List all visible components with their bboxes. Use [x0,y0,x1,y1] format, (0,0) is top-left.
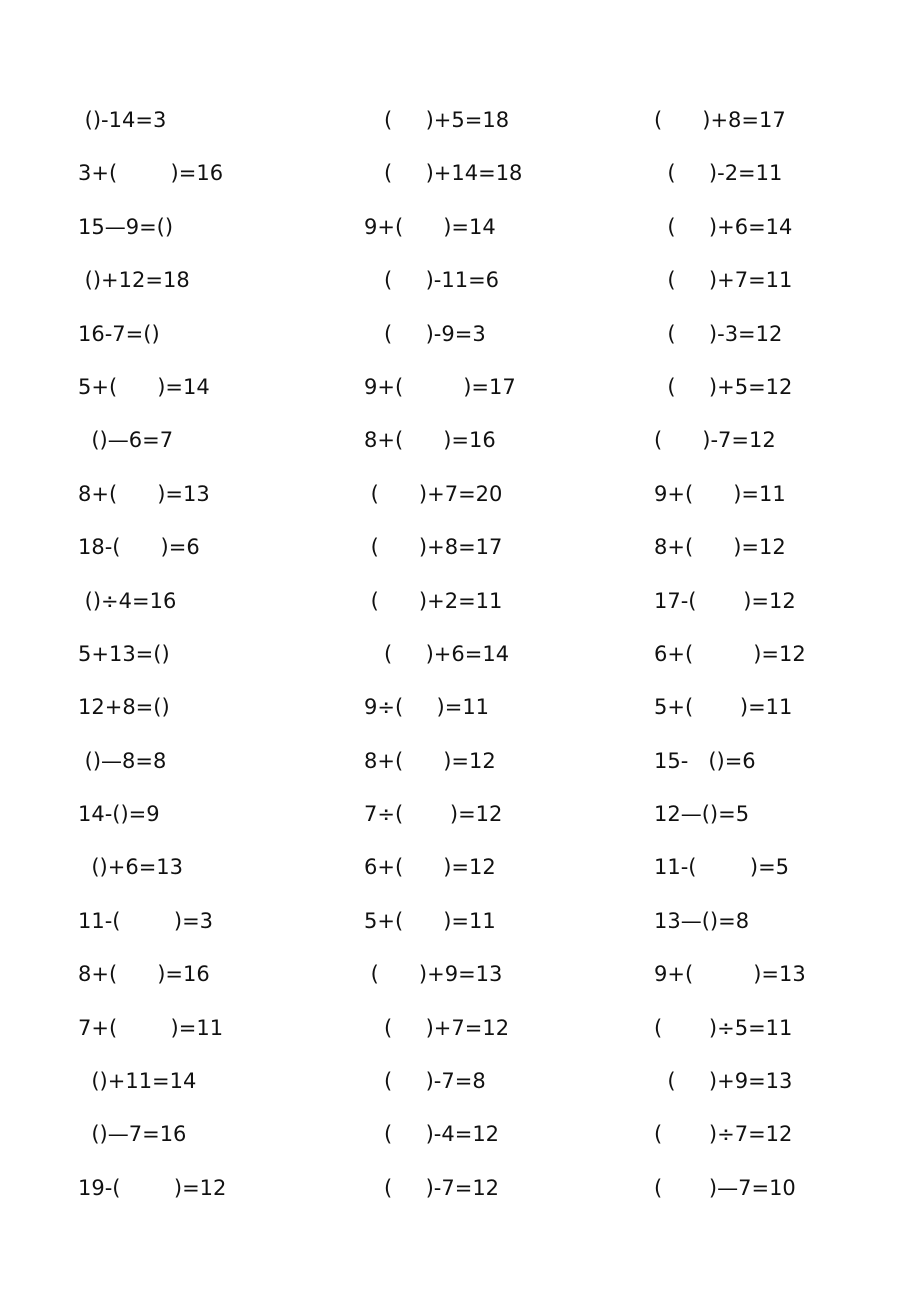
equation-row: ()÷4=16 [78,588,177,613]
equation-row: ( )÷5=11 [654,1015,793,1040]
equation-row: 17-( )=12 [654,588,796,613]
equation-row: 13—()=8 [654,908,750,933]
equation-row: 15- ()=6 [654,748,756,773]
equation-row: 3+( )=16 [78,161,224,186]
equation-row: 11-( )=5 [654,855,790,880]
equation-column-2 [364,106,624,1227]
equation-row: ( )-9=3 [364,321,486,346]
equation-row: ( )-7=12 [364,1175,500,1200]
equation-row: ()—8=8 [78,748,167,773]
equation-row: 6+( )=12 [364,855,496,880]
equation-row: 12+8=() [78,695,170,720]
equation-row: 9+( )=13 [654,962,806,987]
equation-row: 14-()=9 [78,802,160,827]
equation-column-3 [654,106,914,1227]
equation-row: ()+6=13 [78,855,184,880]
equation-row: ( )+6=14 [364,641,510,666]
equation-row: ( )-4=12 [364,1122,500,1147]
equation-row: ( )-7=12 [654,428,776,453]
equation-row: 8+( )=16 [364,428,496,453]
equation-row: 5+( )=11 [654,695,793,720]
equation-row: ( )+14=18 [364,161,523,186]
equation-column-1 [78,106,338,1227]
equation-row: ( )—7=10 [654,1175,796,1200]
equation-row: 8+( )=13 [78,481,210,506]
equation-row: 15—9=() [78,214,174,239]
equation-row: ( )+7=11 [654,268,793,293]
equation-row: 12—()=5 [654,802,750,827]
equation-row: ( )+5=12 [654,374,793,399]
equation-row: ()+11=14 [78,1069,197,1094]
equation-row: ( )+8=17 [364,535,503,560]
equation-row: 11-( )=3 [78,908,214,933]
equation-row: ( )-2=11 [654,161,783,186]
equation-row: 7÷( )=12 [364,802,503,827]
equation-row: 8+( )=16 [78,962,210,987]
equation-row: ( )-7=8 [364,1069,486,1094]
equation-row: ( )+8=17 [654,108,786,132]
equation-row: ( )+2=11 [364,588,503,613]
equation-row: 5+13=() [78,641,170,666]
equation-row: ( )+7=12 [364,1015,510,1040]
equation-row: 6+( )=12 [654,641,806,666]
equation-row: 18-( )=6 [78,535,200,560]
equation-row: 5+( )=14 [78,374,210,399]
equation-row: ( )+9=13 [654,1069,793,1094]
equation-row: 19-( )=12 [78,1175,227,1200]
equation-row: ( )+9=13 [364,962,503,987]
equation-row: 9÷( )=11 [364,695,490,720]
equation-row: ()—6=7 [78,428,174,453]
equation-row: 8+( )=12 [654,535,786,560]
equation-row: ( )-11=6 [364,268,500,293]
equation-row: 8+( )=12 [364,748,496,773]
equation-row: ()—7=16 [78,1122,187,1147]
equation-row: ( )+5=18 [364,108,510,132]
equation-row: 5+( )=11 [364,908,496,933]
equation-row: ( )÷7=12 [654,1122,793,1147]
equation-row: ()-14=3 [78,108,167,132]
equation-row: ( )+6=14 [654,214,793,239]
equation-row: 7+( )=11 [78,1015,224,1040]
equation-row: 9+( )=14 [364,214,496,239]
equation-row: 9+( )=17 [364,374,516,399]
equation-row: 16-7=() [78,321,160,346]
equation-row: ()+12=18 [78,268,190,293]
equation-row: ( )+7=20 [364,481,503,506]
equation-row: ( )-3=12 [654,321,783,346]
equation-row: 9+( )=11 [654,481,786,506]
